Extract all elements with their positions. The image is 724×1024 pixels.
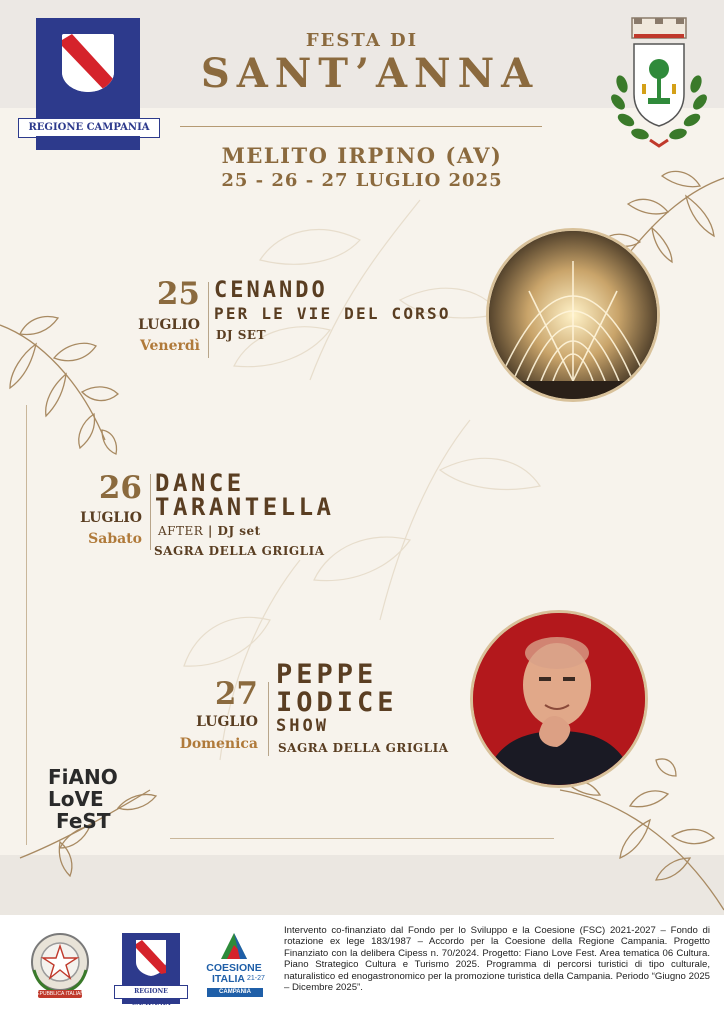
event-detail-djset: DJ set xyxy=(217,524,261,538)
bottom-divider xyxy=(170,838,554,839)
event-separator xyxy=(208,282,209,358)
footer-campania-shield-icon xyxy=(136,940,166,976)
coesione-label: COESIONE xyxy=(206,962,262,974)
event-month: LUGLIO xyxy=(196,714,258,730)
event-title-line2: IODICE xyxy=(276,687,398,718)
event-separator xyxy=(268,682,269,756)
event-month: LUGLIO xyxy=(138,317,200,333)
event-weekday: Venerdì xyxy=(139,338,200,354)
event-detail: AFTER | DJ set xyxy=(158,524,261,538)
coesione-mark-icon xyxy=(221,933,247,959)
festa-di-label: FESTA DI xyxy=(305,30,419,51)
event-day: 26 xyxy=(98,470,142,506)
coesione-years: 21-27 xyxy=(247,975,265,982)
event-day: 27 xyxy=(214,676,258,712)
timeline-line xyxy=(26,405,27,845)
event-detail: DJ SET xyxy=(216,328,267,342)
event-detail-after: AFTER xyxy=(158,524,204,538)
event-day: 25 xyxy=(156,276,200,312)
repubblica-label: REPUBBLICA ITALIANA xyxy=(32,991,88,997)
event-detail-sagra: SAGRA DELLA GRIGLIA xyxy=(154,544,325,558)
event-title-line2: TARANTELLA xyxy=(155,493,335,521)
fiano-love-fest-logo xyxy=(48,766,148,832)
event-place: MELITO IRPINO (AV) xyxy=(221,143,503,168)
event-title: CENANDO xyxy=(214,278,328,303)
event-detail: SAGRA DELLA GRIGLIA xyxy=(278,741,449,755)
footer-funding-text: Intervento co-finanziato dal Fondo per lo Sviluppo e la Coesione (FSC) 2021-2027 – Fondo di rotazione ex lege 183/1987 – Accordo per la Coesione della Regione Campania. Progetto Finanziato con la delibera Cipess n. 70/2024. Progetto: Fiano Love Fest. Area tematica 06 Cultura. Piano Strategico Cultura e Turismo 2025. Programma di percorsi turistici di tipo culturale, naturalistico ed enogastronomico per la promozione turistica della Campania. Periodo “Giugno 2025 – Dicembre 2025”. xyxy=(284,925,710,994)
coesione-italia: ITALIA xyxy=(211,973,245,985)
coesione-italia-logo xyxy=(203,933,265,1007)
regione-campania-logo xyxy=(28,18,150,150)
luminarie-photo xyxy=(486,228,660,402)
header-divider xyxy=(180,126,542,127)
fiano-logo-line2: LoVE xyxy=(48,787,104,811)
coesione-campania: CAMPANIA xyxy=(207,988,263,997)
event-weekday: Domenica xyxy=(179,736,258,752)
event-title: DANCE xyxy=(155,469,245,497)
page-title: SANT’ANNA xyxy=(200,50,540,97)
campania-shield-icon xyxy=(62,34,114,92)
event-dates: 25 - 26 - 27 LUGLIO 2025 xyxy=(221,170,503,191)
event-title: PEPPE xyxy=(276,659,378,690)
event-subtitle: PER LE VIE DEL CORSO xyxy=(214,304,451,323)
fiano-logo-line3: FeST xyxy=(56,809,111,833)
event-title-line3: SHOW xyxy=(276,716,329,736)
regione-campania-label: REGIONE CAMPANIA xyxy=(18,118,160,138)
melito-irpino-crest-icon xyxy=(604,14,714,154)
repubblica-italiana-emblem xyxy=(28,930,92,1004)
fiano-logo-line1: FiANO xyxy=(48,765,118,789)
peppe-iodice-photo xyxy=(470,610,648,788)
event-month: LUGLIO xyxy=(80,510,142,526)
footer-region-label: REGIONE xyxy=(114,985,188,999)
event-weekday: Sabato xyxy=(88,531,142,547)
footer-regione-campania-logo xyxy=(120,933,184,1005)
event-separator xyxy=(150,474,151,550)
